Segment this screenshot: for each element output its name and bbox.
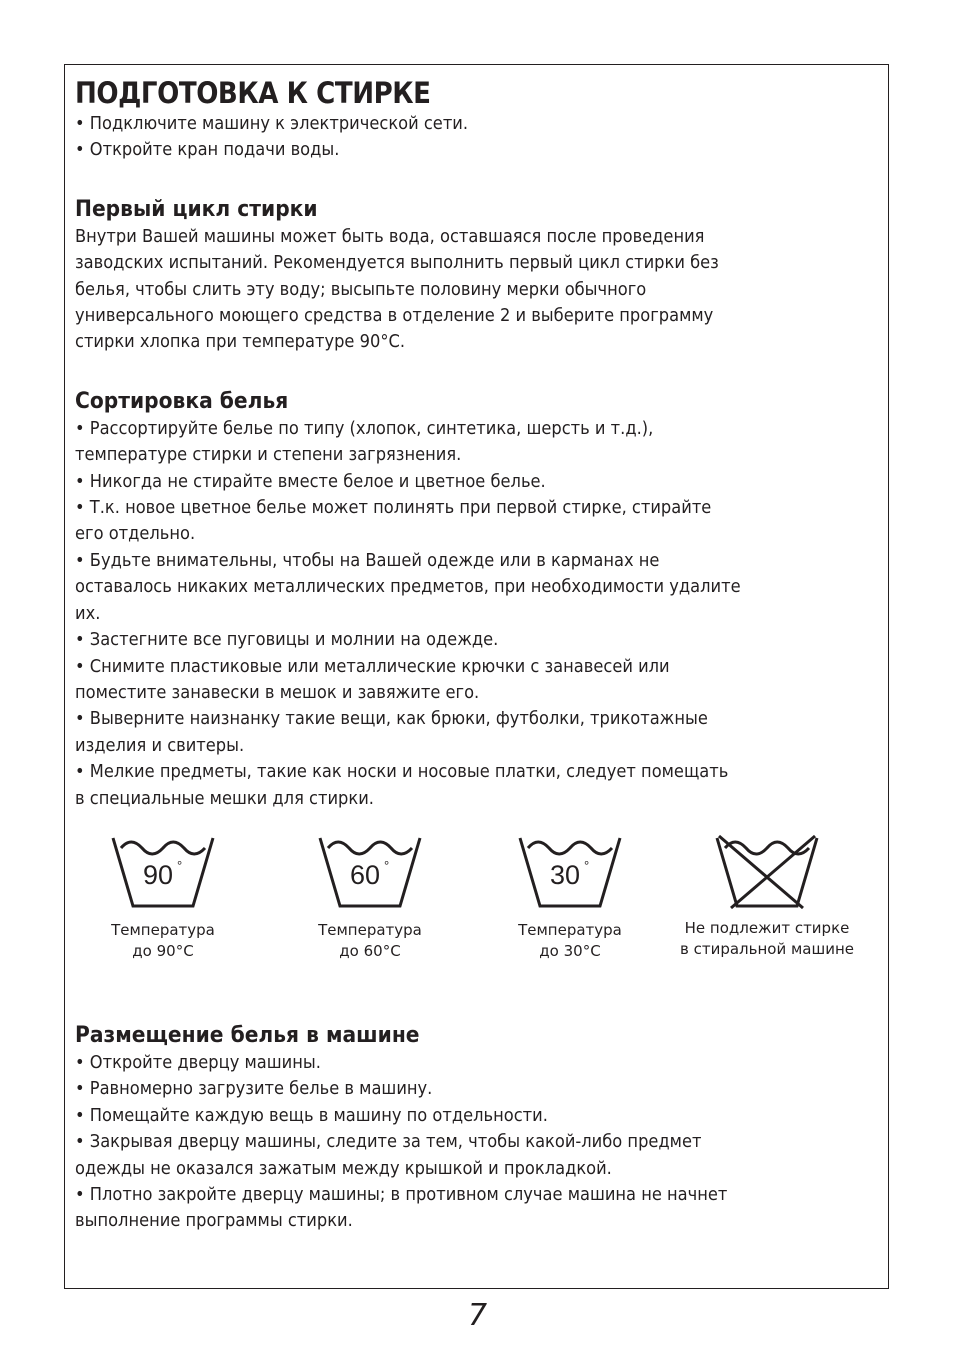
list-line: • Помещайте каждую вещь в машину по отдельности. bbox=[75, 1105, 548, 1126]
care-symbols-row bbox=[75, 812, 880, 1022]
list-line: • Застегните все пуговицы и молнии на одежде. bbox=[75, 630, 499, 651]
list-line: его отдельно. bbox=[75, 524, 196, 545]
care-symbol bbox=[480, 834, 660, 962]
list-line: в специальные мешки для стирки. bbox=[75, 788, 374, 809]
section-heading-sorting: Сортировка белья bbox=[75, 388, 289, 414]
care-symbol bbox=[667, 834, 867, 960]
page-frame bbox=[64, 64, 889, 1289]
do-not-machine-wash-icon bbox=[715, 834, 819, 910]
list-line: • Выверните наизнанку такие вещи, как брюки, футболки, трикотажные bbox=[75, 709, 708, 730]
list-line: • Будьте внимательны, чтобы на Вашей одежде или в карманах не bbox=[75, 550, 660, 571]
list-item: • Подключите машину к электрической сети. bbox=[75, 114, 469, 134]
sorting-list bbox=[75, 416, 880, 812]
symbol-caption-line: Температура bbox=[318, 920, 422, 939]
paragraph-line: стирки хлопка при температуре 90°С. bbox=[75, 332, 405, 353]
list-line: изделия и свитеры. bbox=[75, 735, 245, 756]
first-cycle-paragraph bbox=[75, 224, 880, 356]
page-title: ПОДГОТОВКА К СТИРКЕ bbox=[75, 76, 431, 110]
symbol-caption-line: Температура bbox=[111, 920, 215, 939]
wash-90-icon bbox=[111, 834, 215, 910]
list-line: • Равномерно загрузите белье в машину. bbox=[75, 1079, 433, 1100]
symbol-caption-line: в стиральной машине bbox=[679, 939, 854, 958]
wash-temperature: 90 bbox=[142, 859, 174, 890]
list-line: • Снимите пластиковые или металлические крючки с занавесей или bbox=[75, 656, 670, 677]
list-line: одежды не оказался зажатым между крышкой и прокладкой. bbox=[75, 1158, 612, 1179]
list-line: • Рассортируйте белье по типу (хлопок, синтетика, шерсть и т.д.), bbox=[75, 418, 654, 439]
paragraph-line: заводских испытаний. Рекомендуется выполнить первый цикл стирки без bbox=[75, 253, 719, 274]
degree-sign: ° bbox=[177, 857, 183, 873]
page-number: 7 bbox=[467, 1298, 488, 1333]
list-line: выполнение программы стирки. bbox=[75, 1211, 353, 1232]
degree-sign: ° bbox=[584, 857, 590, 873]
care-symbol bbox=[73, 834, 253, 962]
list-line: • Т.к. новое цветное белье может полинять при первой стирке, стирайте bbox=[75, 498, 712, 519]
symbol-caption-line: до 90°С bbox=[132, 941, 194, 960]
degree-sign: ° bbox=[384, 857, 390, 873]
paragraph-line: Внутри Вашей машины может быть вода, оставшаяся после проведения bbox=[75, 226, 705, 247]
placement-list bbox=[75, 1050, 880, 1235]
wash-temperature: 60 bbox=[349, 859, 381, 890]
page-content bbox=[75, 75, 880, 1235]
wash-30-icon bbox=[518, 834, 622, 910]
list-line: их. bbox=[75, 603, 101, 624]
symbol-caption-line: до 30°С bbox=[539, 941, 601, 960]
symbol-caption-line: Не подлежит стирке bbox=[684, 918, 850, 937]
wash-temperature: 30 bbox=[549, 859, 581, 890]
list-line: оставалось никаких металлических предметов, при необходимости удалите bbox=[75, 577, 741, 598]
list-line: • Откройте дверцу машины. bbox=[75, 1052, 321, 1073]
list-line: • Никогда не стирайте вместе белое и цветное белье. bbox=[75, 471, 546, 492]
symbol-caption-line: до 60°С bbox=[339, 941, 401, 960]
list-line: • Мелкие предметы, такие как носки и носовые платки, следует помещать bbox=[75, 762, 729, 783]
paragraph-line: универсального моющего средства в отделение 2 и выберите программу bbox=[75, 306, 714, 327]
paragraph-line: белья, чтобы слить эту воду; высыпьте половину мерки обычного bbox=[75, 279, 647, 300]
intro-list bbox=[75, 111, 880, 164]
section-heading-first-cycle: Первый цикл стирки bbox=[75, 196, 318, 222]
section-heading-placement: Размещение белья в машине bbox=[75, 1022, 420, 1048]
wash-60-icon bbox=[318, 834, 422, 910]
list-line: • Закрывая дверцу машины, следите за тем, чтобы какой-либо предмет bbox=[75, 1132, 702, 1153]
list-line: поместите занавески в мешок и завяжите его. bbox=[75, 682, 480, 703]
care-symbol bbox=[280, 834, 460, 962]
list-line: температуре стирки и степени загрязнения. bbox=[75, 445, 462, 466]
symbol-caption-line: Температура bbox=[518, 920, 622, 939]
list-item: • Откройте кран подачи воды. bbox=[75, 140, 340, 161]
list-line: • Плотно закройте дверцу машины; в противном случае машина не начнет bbox=[75, 1184, 728, 1205]
